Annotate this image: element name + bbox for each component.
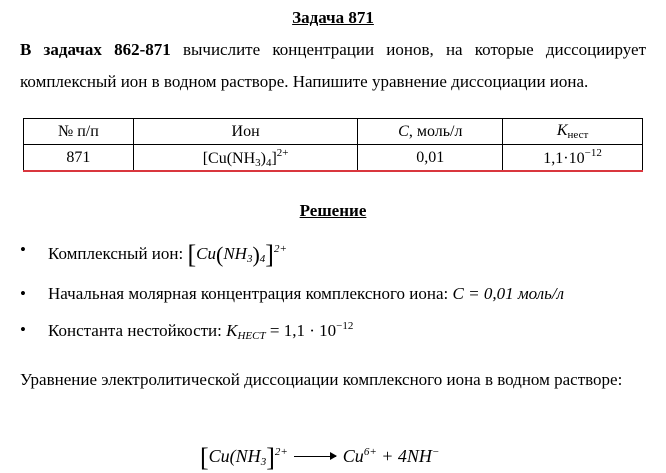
k-expr: $K_{НЕСТ}$ <box>226 321 266 342</box>
problem-range: В задачах 862-871 <box>20 40 171 59</box>
ion-formula: $[Cu(NH_3)_4]^{2+}$ <box>187 240 287 269</box>
header-number: № п/п <box>24 119 134 145</box>
bullet-dot: • <box>20 284 26 303</box>
bullet-label: Начальная молярная концентрация комплексного иона: <box>48 284 453 303</box>
concentration-expr: C = 0,01 моль/л <box>452 284 565 303</box>
reaction-arrow-icon <box>294 456 336 458</box>
table-row <box>24 145 643 172</box>
dissociation-paragraph: Уравнение электролитической диссоциации комплексного иона в водном растворе: <box>20 370 623 389</box>
header-concentration: C, моль/л <box>358 119 503 145</box>
bullet-dot: • <box>20 320 26 339</box>
list-item <box>20 284 640 308</box>
list-item <box>20 240 620 269</box>
bullet-label: Комплексный ион: <box>48 244 188 263</box>
cell-number: 871 <box>24 145 134 172</box>
list-item: • Константа нестойкости: $K_{НЕСТ} = 1,1 \cdot 10^{-12}$ <box>20 320 354 342</box>
problem-title: Задача 871 <box>292 8 374 27</box>
bullet-dot: • <box>20 240 26 259</box>
solution-heading: Решение <box>299 201 367 220</box>
problem-statement <box>20 34 646 98</box>
table-header-row <box>24 119 643 145</box>
dissociation-equation: [$Cu(NH_3]^{2+}$ $Cu^{6+} + 4NH^-$ <box>200 443 440 472</box>
cell-k: $1,1\cdot 10^{-12}$ <box>503 145 643 172</box>
bullet-label: Константа нестойкости: <box>48 321 227 340</box>
cell-concentration: 0,01 <box>358 145 503 172</box>
data-table <box>23 118 643 172</box>
cell-ion: $[Cu(NH_3)_4]^{2+}$ <box>133 145 358 172</box>
header-ion: Ион <box>133 119 358 145</box>
header-k: $K_{нест}$ <box>503 119 643 145</box>
problem-text: вычислите концентрации ионов, на которые диссоциирует комплексный ион в водном растворе. Напишите уравнение диссоциации иона. <box>20 40 646 91</box>
